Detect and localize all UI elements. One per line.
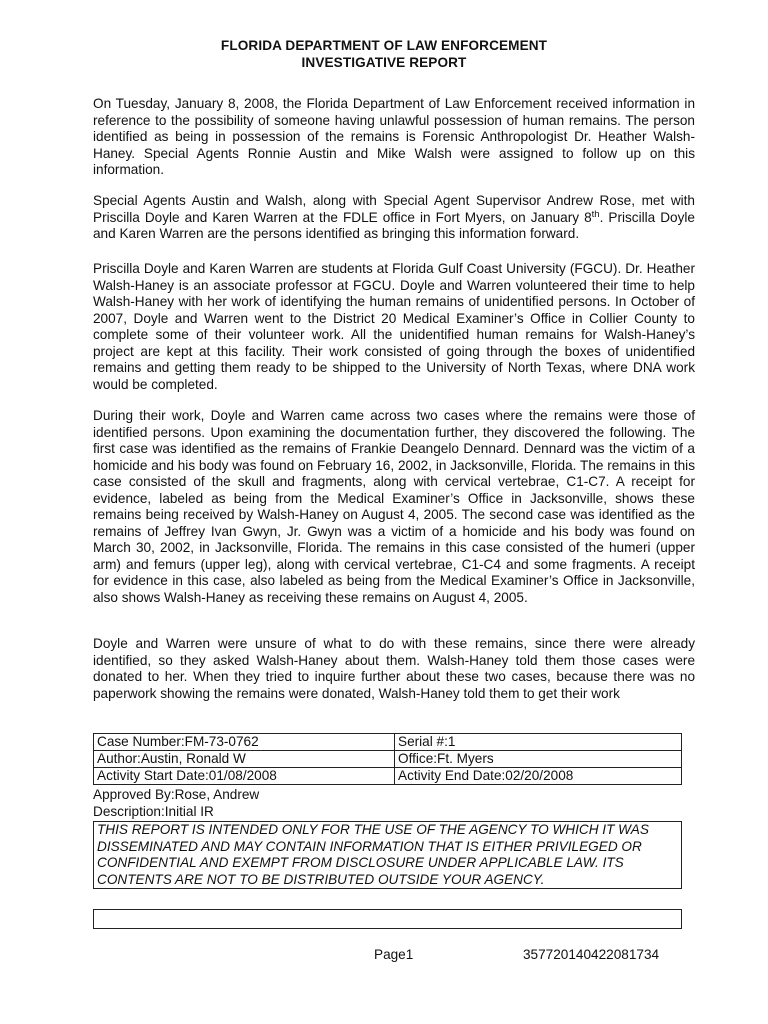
paragraph-inquiry: Doyle and Warren were unsure of what to do with these remains, since there were already identified, so they asked Walsh-Haney about them. Walsh-Haney told them those cases were donated to her. When they tried to inquire further about these two cases, because there was no paperwork showing the remains were donated, Walsh-Haney told them to get their work (93, 636, 695, 701)
ordinal-suffix: th (591, 208, 600, 220)
page-number: Page1 (374, 947, 414, 962)
author-cell: Author:Austin, Ronald W (94, 751, 395, 768)
serial-cell: Serial #:1 (395, 734, 682, 751)
activity-start-cell: Activity Start Date:01/08/2008 (94, 768, 395, 785)
document-number: 357720140422081734 (523, 947, 660, 962)
blank-field-box (93, 909, 682, 929)
agency-title: FLORIDA DEPARTMENT OF LAW ENFORCEMENT (220, 38, 548, 53)
case-info-table (93, 733, 682, 785)
approved-by: Approved By:Rose, Andrew (93, 787, 260, 802)
confidentiality-notice-box (93, 821, 682, 889)
activity-end-cell: Activity End Date:02/20/2008 (395, 768, 682, 785)
paragraph-meeting-text-end: . Priscilla Doyle and Karen Warren are the persons identified as bringing this information forward. (93, 209, 695, 241)
confidentiality-notice: THIS REPORT IS INTENDED ONLY FOR THE USE OF THE AGENCY TO WHICH IT WAS DISSEMINATED AND MAY CONTAIN INFORMATION THAT IS EITHER PRIVILEGED OR CONFIDENTIAL AND EXEMPT FROM DISCLOSURE UNDER APPLICABLE LAW. ITS CONTENTS ARE NOT TO BE DISTRIBUTED OUTSIDE YOUR AGENCY. (97, 822, 649, 887)
report-type-title: INVESTIGATIVE REPORT (301, 55, 467, 70)
paragraph-meeting-text-start: Special Agents Austin and Walsh, along with Special Agent Supervisor Andrew Rose, met with Priscilla Doyle and Karen Warren at the FDLE office in Fort Myers, on January 8 (93, 193, 695, 225)
case-info-row (94, 751, 682, 768)
paragraph-findings: During their work, Doyle and Warren came across two cases where the remains were those of identified persons. Upon examining the documentation further, they discovered the following. The first case was identified as the remains of Frankie Deangelo Dennard. Dennard was the victim of a homicide and his body was found on February 16, 2002, in Jacksonville, Florida. The remains in this case consisted of the skull and fragments, along with cervical vertebrae, C1-C7. A receipt for evidence, labeled as being from the Medical Examiner’s Office in Jacksonville, shows these remains being received by Walsh-Haney on August 4, 2005. The second case was identified as the remains of Jeffrey Ivan Gwyn, Jr. Gwyn was a victim of a homicide and his body was found on March 30, 2002, in Jacksonville, Florida. The remains in this case consisted of the humeri (upper arm) and femurs (upper leg), along with cervical vertebrae, C1-C4 and some fragments. A receipt for evidence in this case, also labeled as being from the Medical Examiner’s Office in Jacksonville, also shows Walsh-Haney as receiving these remains on August 4, 2005. (93, 408, 695, 605)
paragraph-intro: On Tuesday, January 8, 2008, the Florida Department of Law Enforcement received information in reference to the possibility of someone having unlawful possession of human remains. The person identified as being in possession of the remains is Forensic Anthropologist Dr. Heather Walsh-Haney. Special Agents Ronnie Austin and Mike Walsh were assigned to follow up on this information. (93, 96, 695, 177)
office-cell: Office:Ft. Myers (395, 751, 682, 768)
paragraph-meeting (93, 193, 695, 243)
paragraph-background: Priscilla Doyle and Karen Warren are students at Florida Gulf Coast University (FGCU). Dr. Heather Walsh-Haney is an associate professor at FGCU. Doyle and Warren volunteered their time to help Walsh-Haney with her work of identifying the human remains of unidentified persons. In October of 2007, Doyle and Warren went to the District 20 Medical Examiner’s Office in Collier County to complete some of their volunteer work. All the unidentified human remains for Walsh-Haney’s project are kept at this facility. Their work consisted of going through the boxes of unidentified remains and getting them ready to be shipped to the University of North Texas, where DNA work would be completed. (93, 261, 695, 392)
case-number-cell: Case Number:FM-73-0762 (94, 734, 395, 751)
case-info-row (94, 734, 682, 751)
case-info-row (94, 768, 682, 785)
description: Description:Initial IR (93, 804, 214, 819)
